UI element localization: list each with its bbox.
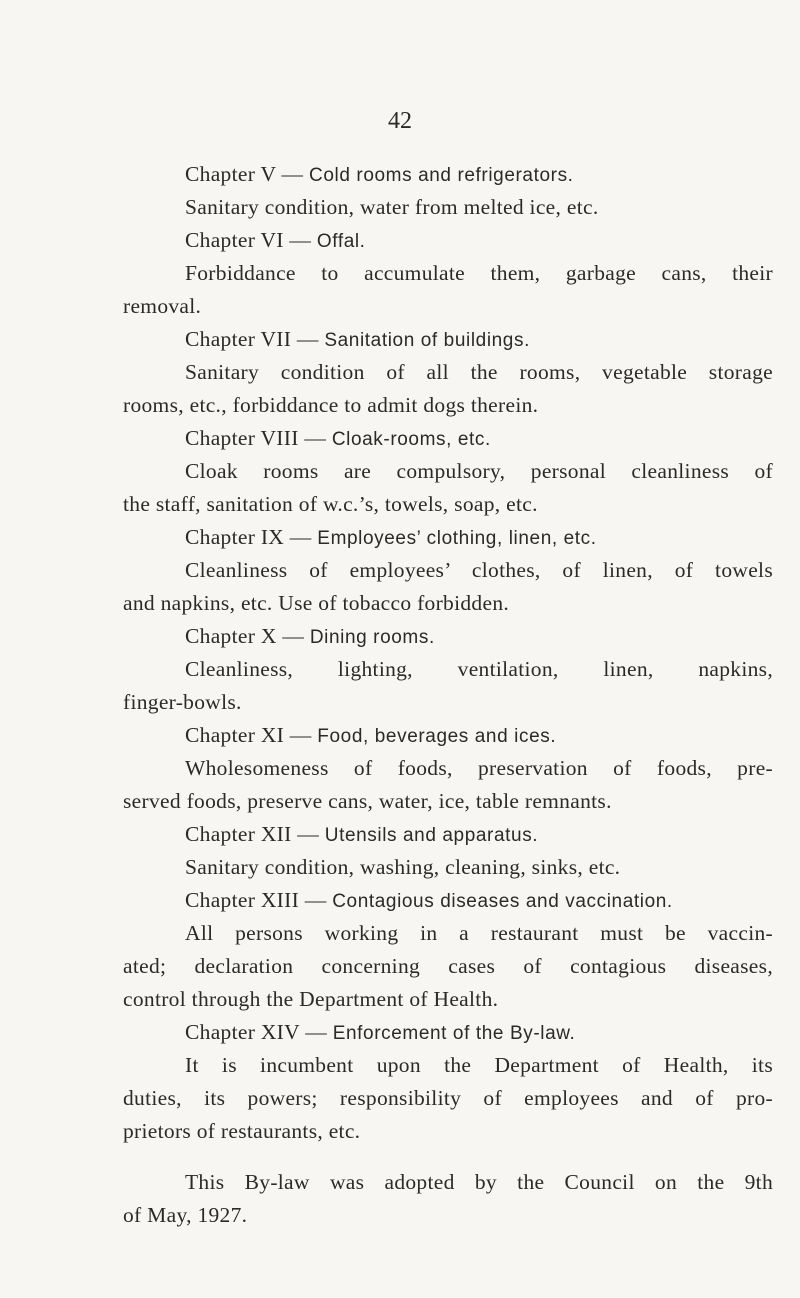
body-line: and napkins, etc. Use of tobacco forbidden. bbox=[123, 591, 510, 615]
chapter-heading bbox=[123, 224, 773, 257]
chapter-heading bbox=[123, 620, 773, 653]
chapter-label: Chapter VI — bbox=[185, 228, 312, 252]
chapter-label: Chapter XIV — bbox=[185, 1020, 328, 1044]
chapter-title: Employees’ clothing, linen, etc. bbox=[317, 528, 597, 549]
chapter-title: Cloak-rooms, etc. bbox=[331, 429, 491, 450]
body-line: ated; declaration concerning cases of contagious diseases, bbox=[123, 954, 773, 978]
chapter-title: Dining rooms. bbox=[309, 627, 435, 648]
chapter-title: Food, beverages and ices. bbox=[317, 726, 557, 747]
body-line: rooms, etc., forbiddance to admit dogs therein. bbox=[123, 393, 539, 417]
chapter-title: Enforcement of the By-law. bbox=[332, 1023, 576, 1044]
body-line: control through the Department of Health. bbox=[123, 987, 499, 1011]
closing-line: of May, 1927. bbox=[123, 1203, 248, 1227]
chapter-heading bbox=[123, 158, 773, 191]
chapter-label: Chapter VII — bbox=[185, 327, 319, 351]
chapter-title: Utensils and apparatus. bbox=[324, 825, 539, 846]
body-line: prietors of restaurants, etc. bbox=[123, 1119, 361, 1143]
chapter-label: Chapter XI — bbox=[185, 723, 312, 747]
chapter-heading bbox=[123, 1016, 773, 1049]
bylaw-chapter-summary bbox=[123, 158, 773, 1232]
body-line: Cloak rooms are compulsory, personal cleanliness of bbox=[185, 459, 773, 483]
body-line: the staff, sanitation of w.c.’s, towels, soap, etc. bbox=[123, 492, 538, 516]
chapter-heading bbox=[123, 818, 773, 851]
body-line: Sanitary condition, washing, cleaning, sinks, etc. bbox=[185, 855, 621, 879]
paragraph-gap bbox=[123, 1148, 773, 1166]
chapter-heading bbox=[123, 884, 773, 917]
body-line: Forbiddance to accumulate them, garbage cans, their bbox=[185, 261, 773, 285]
chapter-label: Chapter XII — bbox=[185, 822, 320, 846]
body-line: removal. bbox=[123, 294, 202, 318]
chapter-heading bbox=[123, 719, 773, 752]
body-line: Wholesomeness of foods, preservation of foods, pre- bbox=[185, 756, 773, 780]
body-line: Cleanliness, lighting, ventilation, linen, napkins, bbox=[185, 657, 773, 681]
body-line: served foods, preserve cans, water, ice, table remnants. bbox=[123, 789, 612, 813]
chapter-label: Chapter V — bbox=[185, 162, 304, 186]
body-line: Sanitary condition, water from melted ice, etc. bbox=[185, 195, 599, 219]
chapter-label: Chapter VIII — bbox=[185, 426, 327, 450]
body-line: Cleanliness of employees’ clothes, of linen, of towels bbox=[185, 558, 773, 582]
page-number: 42 bbox=[388, 108, 412, 134]
body-line: duties, its powers; responsibility of employees and of pro- bbox=[123, 1086, 773, 1110]
closing-line: This By-law was adopted by the Council on the 9th bbox=[185, 1170, 773, 1194]
body-line: All persons working in a restaurant must be vaccin- bbox=[185, 921, 773, 945]
body-line: It is incumbent upon the Department of Health, its bbox=[185, 1053, 773, 1077]
body-line: Sanitary condition of all the rooms, vegetable storage bbox=[185, 360, 773, 384]
body-line: finger-bowls. bbox=[123, 690, 242, 714]
chapter-heading bbox=[123, 422, 773, 455]
chapter-label: Chapter X — bbox=[185, 624, 305, 648]
chapter-title: Contagious diseases and vaccination. bbox=[332, 891, 673, 912]
chapter-title: Offal. bbox=[316, 231, 366, 252]
chapter-heading bbox=[123, 521, 773, 554]
chapter-heading bbox=[123, 323, 773, 356]
chapter-label: Chapter IX — bbox=[185, 525, 312, 549]
chapter-label: Chapter XIII — bbox=[185, 888, 327, 912]
chapter-title: Sanitation of buildings. bbox=[324, 330, 530, 351]
chapter-title: Cold rooms and refrigerators. bbox=[309, 165, 574, 186]
